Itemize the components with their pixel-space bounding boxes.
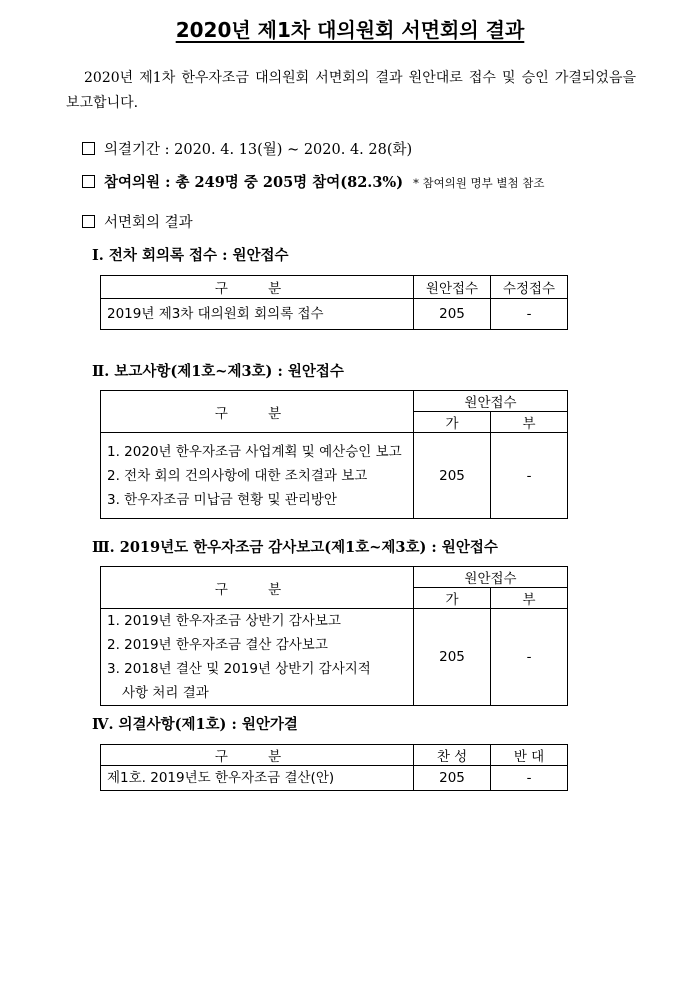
header-yes: 가: [414, 412, 491, 433]
section-3-heading: Ⅲ. 2019년도 한우자조금 감사보고(제1호~제3호) : 원안접수: [92, 539, 498, 556]
table-header-row: [101, 391, 568, 412]
section-3-table: [100, 566, 568, 706]
header-approve: 찬 성: [414, 745, 491, 766]
participants-note: * 참여의원 명부 별첨 참조: [413, 176, 545, 190]
header-category: 구 분: [101, 276, 414, 299]
row-items: 2019년 제3차 대의원회 회의록 접수: [101, 299, 414, 330]
table-header-row: [101, 567, 568, 588]
header-modified: 수정접수: [491, 276, 568, 299]
period-text: 의결기간 : 2020. 4. 13(월) ~ 2020. 4. 28(화): [104, 142, 413, 158]
header-no: 부: [491, 412, 568, 433]
section-4-table: [100, 744, 568, 791]
header-original: 원안접수: [414, 391, 568, 412]
header-no: 부: [491, 588, 568, 609]
table-row: [101, 299, 568, 330]
row-value-b: -: [491, 299, 568, 330]
checkbox-square-icon: [82, 215, 95, 228]
row-value-b: -: [491, 609, 568, 706]
table-row: [101, 766, 568, 791]
row-value-a: 205: [414, 433, 491, 519]
row-value-b: -: [491, 766, 568, 791]
row-items: 제1호. 2019년도 한우자조금 결산(안): [101, 766, 414, 791]
header-original: 원안접수: [414, 567, 568, 588]
table-row: [101, 433, 568, 519]
intro-paragraph: 2020년 제1차 한우자조금 대의원회 서면회의 결과 원안대로 접수 및 승인 가결되었음을 보고합니다.: [66, 70, 636, 111]
participants-text: 참여의원 : 총 249명 중 205명 참여(82.3%): [104, 174, 404, 191]
checkbox-square-icon: [82, 142, 95, 155]
section-4-heading: Ⅳ. 의결사항(제1호) : 원안가결: [92, 716, 298, 733]
row-items: 1. 2020년 한우자조금 사업계획 및 예산승인 보고 2. 전차 회의 건의사항에 대한 조치결과 보고 3. 한우자조금 미납금 현황 및 관리방안: [101, 433, 414, 519]
header-original: 원안접수: [414, 276, 491, 299]
section-1-table: [100, 275, 568, 330]
table-row: [101, 609, 568, 706]
section-2-heading: Ⅱ. 보고사항(제1호~제3호) : 원안접수: [92, 363, 344, 380]
results-header: 서면회의 결과: [104, 215, 193, 231]
period-line: [82, 138, 412, 159]
header-category: 구 분: [101, 567, 414, 609]
participants-line: [82, 171, 545, 192]
document-title: 2020년 제1차 대의원회 서면회의 결과: [175, 18, 525, 42]
checkbox-square-icon: [82, 175, 95, 188]
results-header-line: [82, 211, 193, 232]
header-category: 구 분: [101, 745, 414, 766]
row-value-a: 205: [414, 609, 491, 706]
row-value-a: 205: [414, 299, 491, 330]
row-value-a: 205: [414, 766, 491, 791]
table-header-row: [101, 745, 568, 766]
header-yes: 가: [414, 588, 491, 609]
header-category: 구 분: [101, 391, 414, 433]
header-oppose: 반 대: [491, 745, 568, 766]
table-header-row: [101, 276, 568, 299]
section-1-heading: Ⅰ. 전차 회의록 접수 : 원안접수: [92, 247, 289, 264]
row-value-b: -: [491, 433, 568, 519]
row-items: 1. 2019년 한우자조금 상반기 감사보고 2. 2019년 한우자조금 결산 감사보고 3. 2018년 결산 및 2019년 상반기 감사지적 사항 처리 결과: [101, 609, 414, 706]
section-2-table: [100, 390, 568, 519]
